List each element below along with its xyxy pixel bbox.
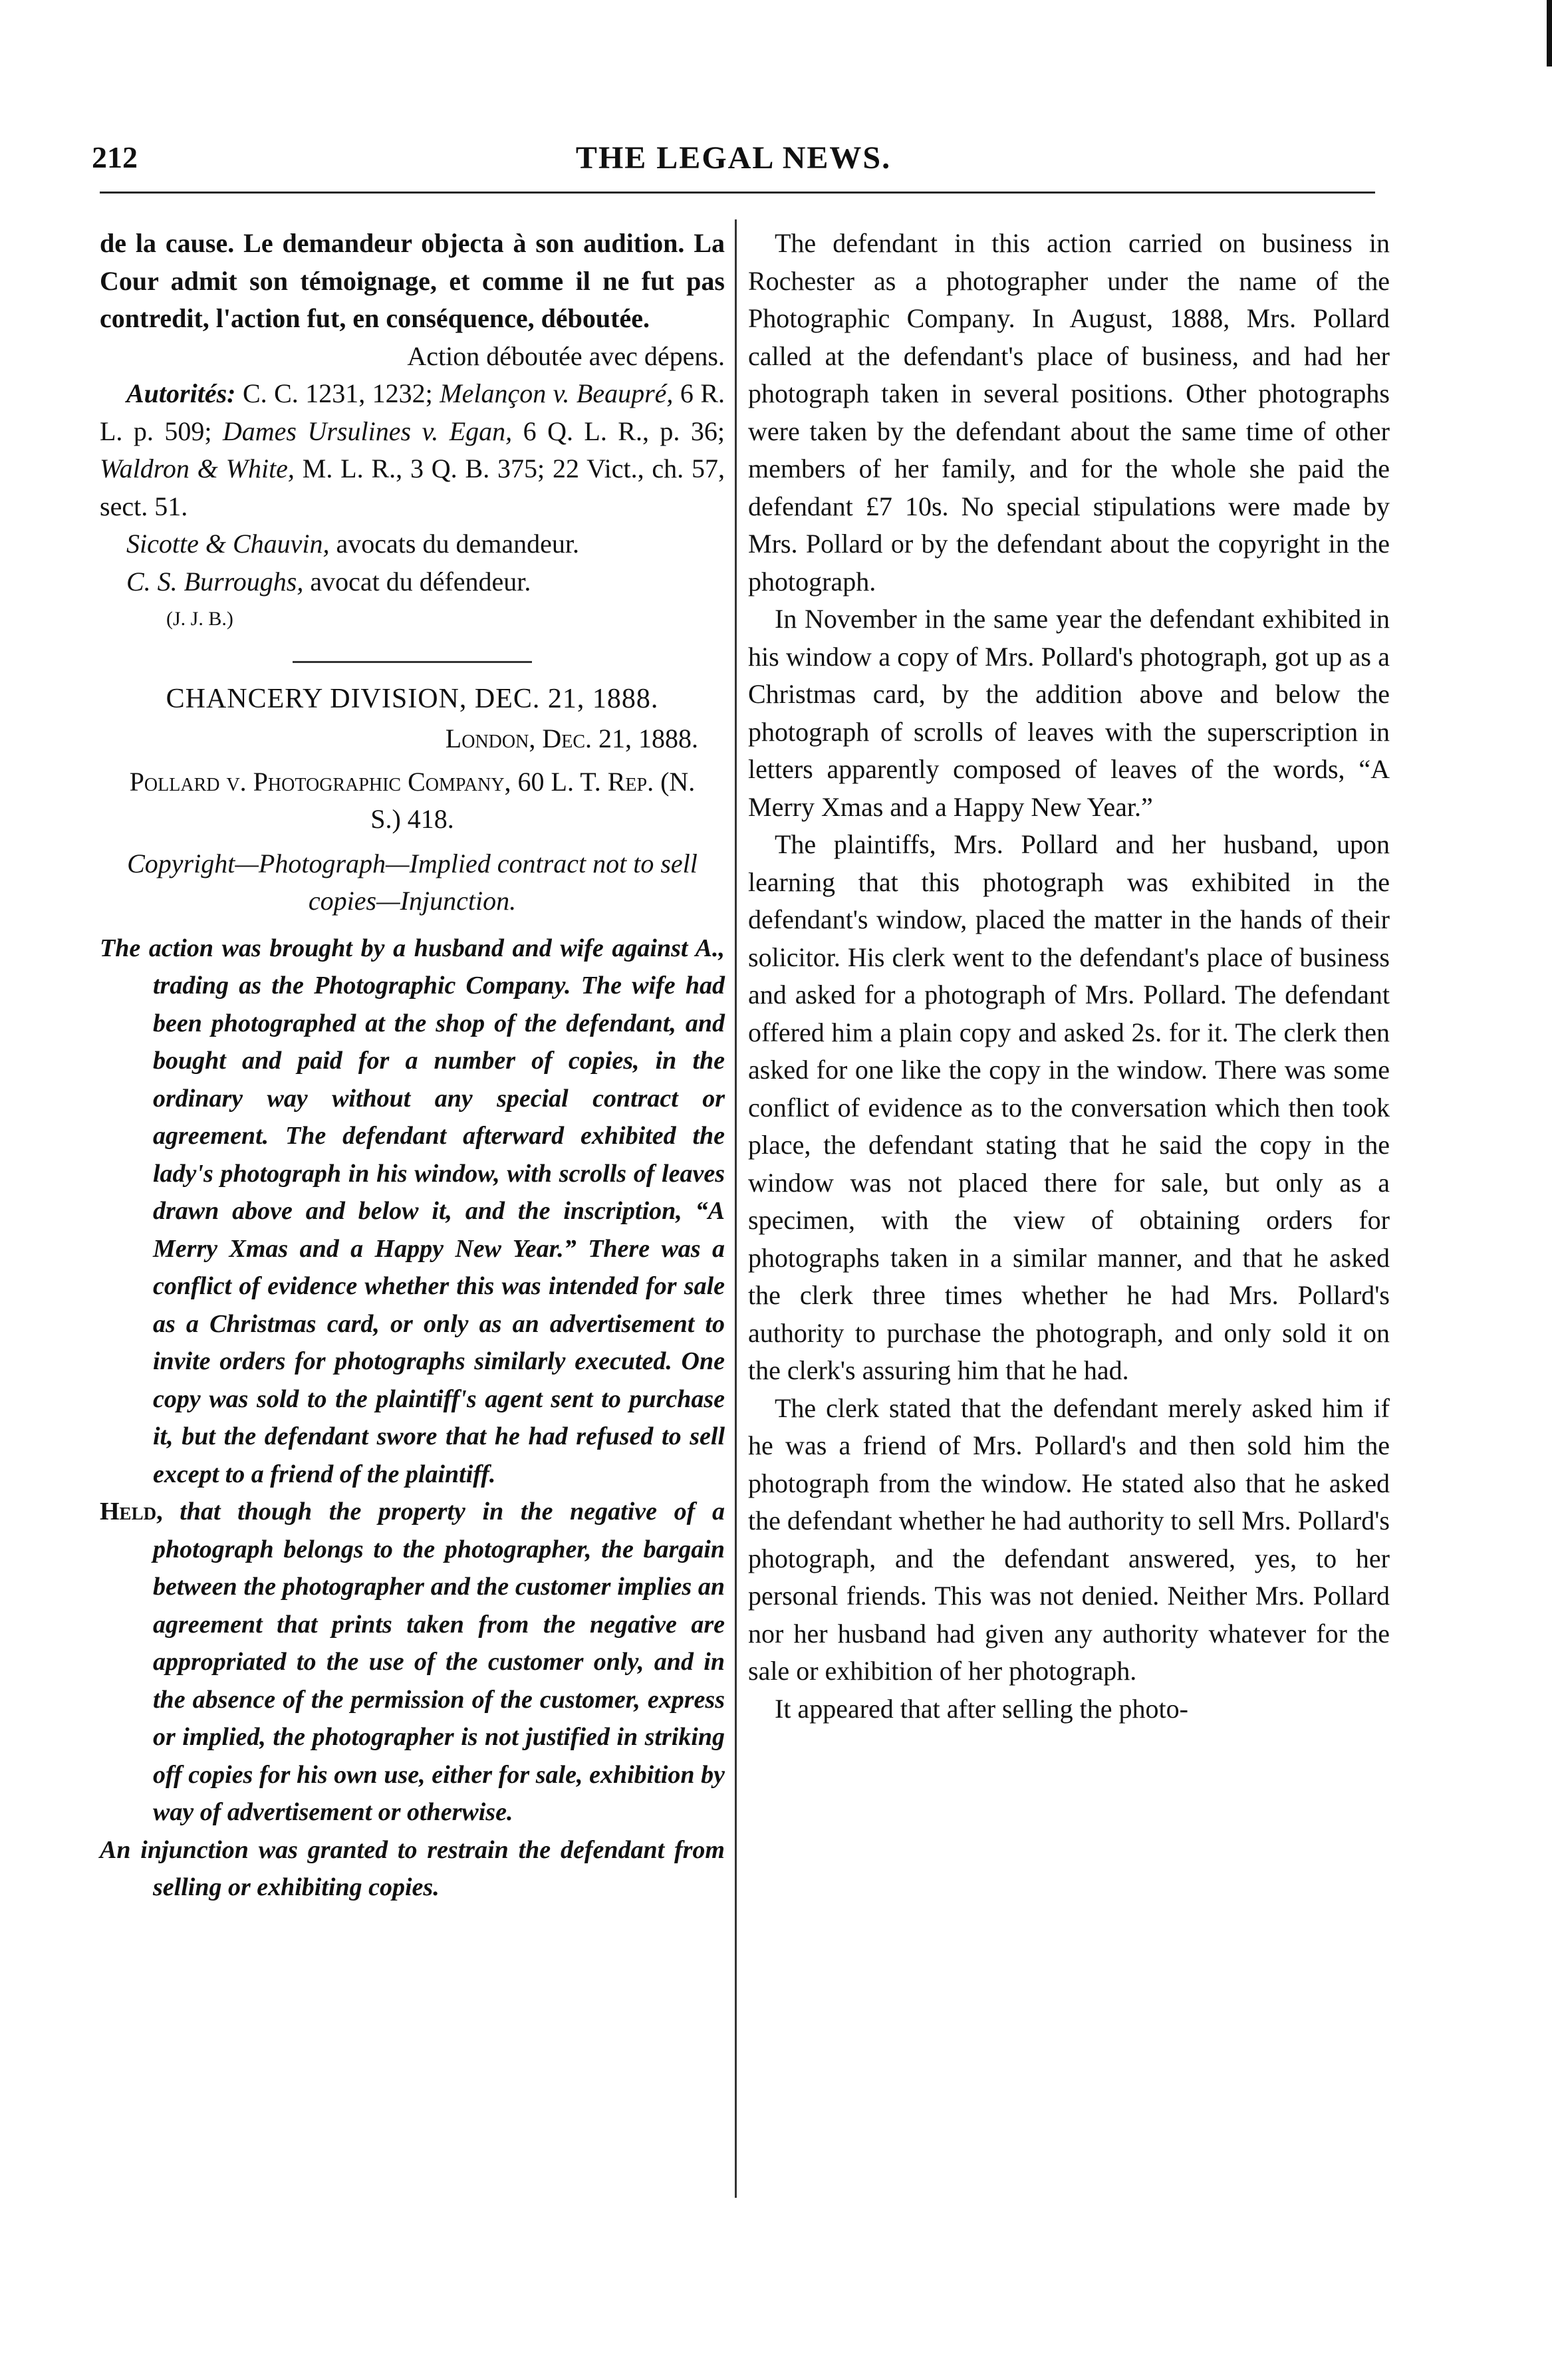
intro-paragraph: de la cause. Le demandeur objecta à son audition. La Cour admit son témoignage, et comme il ne fut pas contredit, l'action fut, en conséquence, déboutée.: [100, 228, 725, 333]
left-column: [100, 225, 725, 1907]
dateline: London, Dec. 21, 1888.: [445, 724, 698, 753]
authority-ref-2: 6 Q. L. R., p. 36;: [512, 416, 725, 446]
counsel-plaintiff-role: avocats du demandeur.: [329, 529, 579, 559]
counsel-defendant: [100, 563, 725, 601]
body-paragraph-2: In November in the same year the defendant exhibited in his window a copy of Mrs. Pollard's photograph, got up as a Christmas card, by the addition above and below the photograph of scrolls of leaves with the superscription in letters apparently composed of leaves of the words, “A Merry Xmas and a Happy New Year.”: [748, 604, 1390, 822]
scan-edge-mark: [1547, 0, 1552, 66]
counsel-defendant-role: avocat du défendeur.: [303, 566, 531, 596]
held-text: that though the property in the negative of a photograph belongs to the photographer, the bargain between the photographer and the customer implies an agreement that prints taken from the negative are appropriated to the use of the customer only, and in the absence of the permission of the customer, express or implied, the photographer is not justified in striking off copies for his own use, either for sale, exhibition by way of advertisement or otherwise.: [153, 1498, 725, 1826]
body-paragraph-4: The clerk stated that the defendant merely asked him if he was a friend of Mrs. Pollard's and then sold him the photograph from the window. He stated also that he asked the defendant whether he had authority to sell Mrs. Pollard's photograph, and the defendant answered, yes, to her personal friends. This was not denied. Neither Mrs. Pollard nor her husband had given any authority whatever for the sale or exhibition of her photograph.: [748, 1392, 1390, 1686]
judgment-line: Action déboutée avec dépens.: [407, 340, 725, 371]
authorities-paragraph: [100, 375, 725, 525]
authority-case-3: Waldron & White,: [100, 454, 295, 483]
headnote-injunction: An injunction was granted to restrain the defendant from selling or exhibiting copies.: [100, 1835, 725, 1901]
counsel-plaintiff: [100, 525, 725, 563]
counsel-defendant-name: C. S. Burroughs,: [126, 566, 304, 596]
case-title: Pollard v. Photographic Company, 60 L. T. Rep. (N. S.) 418.: [129, 766, 696, 834]
body-paragraph-5: It appeared that after selling the photo-: [775, 1693, 1188, 1724]
running-head: THE LEGAL NEWS.: [575, 140, 892, 176]
right-column: [748, 225, 1390, 1728]
authorities-label: Autorités:: [126, 378, 236, 408]
page-header: [92, 140, 1375, 186]
headnote-held: [100, 1493, 725, 1831]
column-divider: [735, 219, 737, 2198]
body-paragraph-1: The defendant in this action carried on business in Rochester as a photographer under the name of the Photographic Company. In August, 1888, Mrs. Pollard called at the defendant's place of business, and had her photograph taken in several positions. Other photographs were taken by the defendant about the same time of other members of her family, and for the whole she paid the defendant £7 10s. No special stipulations were made by Mrs. Pollard or by the defendant about the copyright in the photograph.: [748, 228, 1390, 596]
authority-case-1: Melançon v. Beaupré,: [440, 378, 674, 408]
authority-case-2: Dames Ursulines v. Egan,: [222, 416, 513, 446]
authority-ref-1: 6 R. L. p. 509;: [100, 378, 725, 446]
case-subject: Copyright—Photograph—Implied contract not to sell copies—Injunction.: [127, 848, 698, 916]
section-heading: CHANCERY DIVISION, DEC. 21, 1888.: [166, 683, 659, 714]
held-label: Held,: [100, 1498, 163, 1525]
header-rule: [100, 192, 1375, 194]
section-separator: [293, 661, 532, 663]
authority-ref-3: M. L. R., 3 Q. B. 375; 22 Vict., ch. 57, sect. 51.: [100, 454, 725, 521]
body-paragraph-3: The plaintiffs, Mrs. Pollard and her husband, upon learning that this photograph was exhibited in the defendant's window, placed the matter in the hands of their solicitor. His clerk went to the defendant's place of business and asked for a photograph of Mrs. Pollard. The defendant offered him a plain copy and asked 2s. for it. The clerk then asked for one like the copy in the window. There was some conflict of evidence as to the conversation which then took place, the defendant stating that he said the copy in the window was not placed there for sale, but only as a specimen, with the view of obtaining orders for photographs taken in a similar manner, and that he asked the clerk three times whether he had Mrs. Pollard's authority to purchase the photograph, and only sold it on the clerk's assuring him that he had.: [748, 829, 1390, 1385]
headnote-facts: The action was brought by a husband and wife against A., trading as the Photographic Company. The wife had been photographed at the shop of the defendant, and bought and paid for a number of copies, in the ordinary way without any special contract or agreement. The defendant afterward exhibited the lady's photograph in his window, with scrolls of leaves drawn above and below it, and the inscription, “A Merry Xmas and a Happy New Year.” There was a conflict of evidence whether this was intended for sale as a Christmas card, or only as an advertisement to invite orders for photographs similarly executed. One copy was sold to the plaintiff's agent sent to purchase it, but the defendant swore that he had refused to sell except to a friend of the plaintiff.: [100, 934, 725, 1488]
page-number: 212: [92, 140, 138, 174]
reporter-initials: (J. J. B.): [166, 608, 233, 630]
authorities-text: C. C. 1231, 1232;: [235, 378, 440, 408]
counsel-plaintiff-name: Sicotte & Chauvin,: [126, 529, 330, 559]
